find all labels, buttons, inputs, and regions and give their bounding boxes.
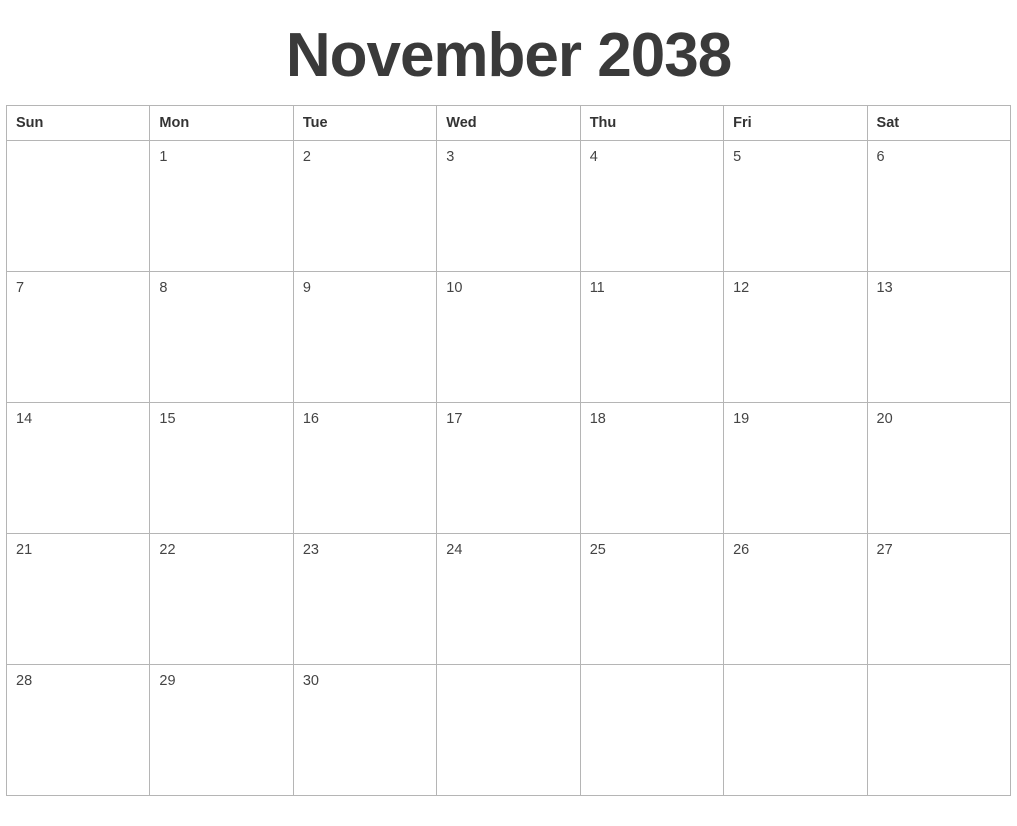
day-cell[interactable] <box>867 141 1010 272</box>
day-number: 26 <box>733 542 750 559</box>
day-number: 25 <box>589 542 606 559</box>
day-number: 29 <box>159 673 176 690</box>
day-cell[interactable] <box>437 403 580 534</box>
day-cell[interactable] <box>724 534 867 665</box>
day-cell[interactable] <box>580 534 723 665</box>
day-cell[interactable] <box>867 403 1010 534</box>
calendar-week-row <box>7 403 1011 534</box>
day-cell[interactable] <box>437 141 580 272</box>
page-title: November 2038 <box>285 21 732 90</box>
day-number: 13 <box>876 280 893 297</box>
calendar-week-row <box>7 665 1011 796</box>
day-number: 1 <box>159 149 168 166</box>
day-cell[interactable] <box>293 665 436 796</box>
weekday-header-sat: Sat <box>867 106 1010 141</box>
day-number: 15 <box>159 411 176 428</box>
day-cell[interactable] <box>437 272 580 403</box>
day-number: 3 <box>446 149 455 166</box>
day-cell[interactable] <box>867 534 1010 665</box>
calendar-week-row <box>7 534 1011 665</box>
day-cell[interactable] <box>7 534 150 665</box>
day-cell[interactable] <box>293 272 436 403</box>
day-number: 8 <box>159 280 168 297</box>
day-number: 16 <box>302 411 319 428</box>
calendar-week-row <box>7 272 1011 403</box>
day-cell[interactable] <box>7 141 150 272</box>
day-number: 5 <box>733 149 742 166</box>
day-cell[interactable] <box>437 665 580 796</box>
day-number: 17 <box>446 411 463 428</box>
day-cell[interactable] <box>580 403 723 534</box>
day-number: 7 <box>16 280 25 297</box>
day-number: 19 <box>733 411 750 428</box>
day-number: 14 <box>16 411 33 428</box>
day-number: 22 <box>159 542 176 559</box>
day-cell[interactable] <box>7 665 150 796</box>
day-cell[interactable] <box>293 534 436 665</box>
weekday-header-tue: Tue <box>293 106 436 141</box>
day-cell[interactable] <box>580 141 723 272</box>
day-cell[interactable] <box>150 534 293 665</box>
weekday-header-wed: Wed <box>437 106 580 141</box>
day-number: 18 <box>589 411 606 428</box>
day-cell[interactable] <box>293 403 436 534</box>
day-cell[interactable] <box>437 534 580 665</box>
day-number: 30 <box>302 673 319 690</box>
day-number: 9 <box>302 280 311 297</box>
day-cell[interactable] <box>724 403 867 534</box>
day-cell[interactable] <box>150 665 293 796</box>
day-number: 4 <box>589 149 598 166</box>
weekday-header-mon: Mon <box>150 106 293 141</box>
day-number: 20 <box>876 411 893 428</box>
day-cell[interactable] <box>724 141 867 272</box>
day-cell[interactable] <box>580 665 723 796</box>
day-cell[interactable] <box>580 272 723 403</box>
day-number: 27 <box>876 542 893 559</box>
day-number: 24 <box>446 542 463 559</box>
calendar-header-row <box>7 106 1011 141</box>
day-cell[interactable] <box>150 141 293 272</box>
day-number: 23 <box>302 542 319 559</box>
day-cell[interactable] <box>7 272 150 403</box>
day-number: 12 <box>733 280 750 297</box>
calendar-body <box>7 141 1011 796</box>
day-cell[interactable] <box>150 272 293 403</box>
weekday-header-sun: Sun <box>7 106 150 141</box>
calendar-week-row <box>7 141 1011 272</box>
day-cell[interactable] <box>293 141 436 272</box>
day-number: 6 <box>876 149 885 166</box>
calendar-grid <box>6 105 1011 796</box>
day-number: 10 <box>446 280 463 297</box>
weekday-header-thu: Thu <box>580 106 723 141</box>
day-cell[interactable] <box>724 665 867 796</box>
day-number: 28 <box>16 673 33 690</box>
day-number: 21 <box>16 542 33 559</box>
day-number: 2 <box>302 149 311 166</box>
day-number: 11 <box>589 280 605 297</box>
day-cell[interactable] <box>7 403 150 534</box>
calendar-container <box>0 105 1017 796</box>
day-cell[interactable] <box>867 665 1010 796</box>
day-cell[interactable] <box>867 272 1010 403</box>
day-cell[interactable] <box>724 272 867 403</box>
weekday-header-fri: Fri <box>724 106 867 141</box>
day-cell[interactable] <box>150 403 293 534</box>
